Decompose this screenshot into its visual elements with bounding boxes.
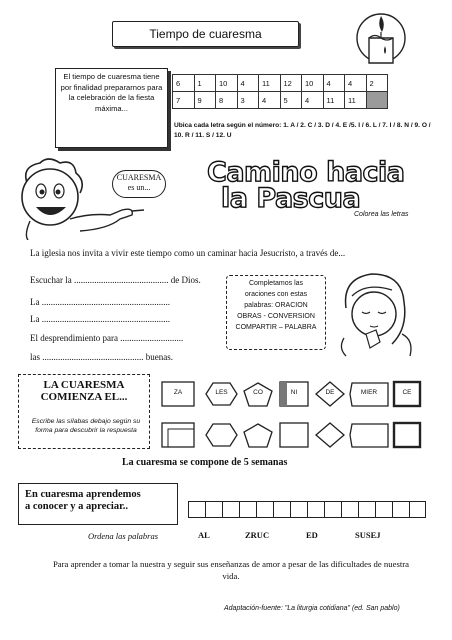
learn-box xyxy=(18,483,178,525)
code-cell[interactable]: 6 xyxy=(173,75,195,92)
scrambled-word: SUSEJ xyxy=(355,530,381,540)
bubble-subtitle: es un... xyxy=(127,183,151,192)
code-cell[interactable]: 4 xyxy=(323,75,345,92)
lent-instruction: Escribe las sílabas debajo según su forma para descubrir la respuesta xyxy=(31,418,141,434)
intro-box: El tiempo de cuaresma tiene por finalidad prepararnos para la celebración de la fiesta máxima... xyxy=(55,68,168,148)
lent-begins-box xyxy=(18,374,150,449)
syllable-label: DE xyxy=(325,389,335,396)
code-cell[interactable]: 4 xyxy=(237,75,259,92)
code-cell-shaded xyxy=(366,92,388,109)
word-bank-line: oraciones con estas xyxy=(244,291,308,298)
lent-title-line-2: COMIENZA EL... xyxy=(40,391,128,403)
candle-icon xyxy=(355,8,407,68)
code-cell[interactable]: 4 xyxy=(345,75,367,92)
code-row-2 xyxy=(173,92,388,109)
fill-line-2[interactable]: La ......................................................... xyxy=(30,297,170,307)
code-cell[interactable]: 11 xyxy=(323,92,345,109)
lent-title xyxy=(19,379,149,403)
code-cell[interactable]: 9 xyxy=(194,92,216,109)
source-footer: Adaptación-fuente: "La liturgia cotidiana" (ed. San pablo) xyxy=(224,605,400,612)
word-bank-line: Completamos las xyxy=(248,280,304,287)
intro-sentence: La iglesia nos invita a vivir este tiempo como un caminar hacia Jesucristo, a través de... xyxy=(30,248,346,258)
title-line-1: Camino hacia xyxy=(207,157,405,188)
code-cell[interactable]: 1 xyxy=(194,75,216,92)
code-row-1 xyxy=(173,75,388,92)
bubble-title: CUARESMA xyxy=(116,173,162,182)
closing-text: Para aprender a tomar la nuestra y seguir sus enseñanzas de amor a pesar de las dificultades de nuestra vida. xyxy=(52,559,410,581)
syllable-label: LES xyxy=(215,389,228,396)
fill-line-5[interactable]: las ............................................. buenas. xyxy=(30,352,173,362)
scrambled-word: AL xyxy=(198,530,210,540)
fill-line-3[interactable]: La ......................................................... xyxy=(30,314,170,324)
title-line-2: la Pascua xyxy=(221,183,361,214)
word-bank-line: COMPARTIR – PALABRA xyxy=(235,324,317,331)
code-cell[interactable]: 7 xyxy=(173,92,195,109)
word-bank-line: palabras: ORACION xyxy=(244,302,308,309)
learn-line-1: En cuaresma aprendemos xyxy=(25,489,141,500)
letter-code-grid xyxy=(172,74,388,109)
fill-line-4[interactable]: El desprendimiento para ............................ xyxy=(30,333,184,343)
code-legend: Ubica cada letra según el número: 1. A / 2. C / 3. D / 4. E /5. I / 6. L / 7. I / 8. N / 9. O / 10. R / 11. S / 12. U xyxy=(174,122,431,139)
code-cell[interactable]: 11 xyxy=(259,75,281,92)
syllable-label: CO xyxy=(253,389,263,396)
syllable-label: MIER xyxy=(360,389,378,396)
answer-shapes[interactable] xyxy=(160,421,422,451)
five-weeks-heading: La cuaresma se compone de 5 semanas xyxy=(122,457,288,468)
lent-title-line-1: LA CUARESMA xyxy=(43,379,125,391)
code-cell[interactable]: 10 xyxy=(302,75,324,92)
syllable-label: ZA xyxy=(173,389,183,396)
code-cell[interactable]: 11 xyxy=(345,92,367,109)
word-bank xyxy=(226,275,326,350)
code-cell[interactable]: 10 xyxy=(216,75,238,92)
color-instruction: Colorea las letras xyxy=(354,211,409,218)
learn-line-2: a conocer y a apreciar.. xyxy=(25,501,129,512)
scrambled-word: ZRUC xyxy=(245,530,270,540)
code-cell[interactable]: 5 xyxy=(280,92,302,109)
outlined-title xyxy=(207,157,405,214)
syllable-label: CE xyxy=(402,389,412,396)
syllable-label: NI xyxy=(290,389,298,396)
word-bank-line: OBRAS - CONVERSION xyxy=(237,313,315,320)
answer-letter-slots[interactable] xyxy=(188,501,426,518)
code-cell[interactable]: 2 xyxy=(366,75,388,92)
code-cell[interactable]: 3 xyxy=(237,92,259,109)
code-cell[interactable]: 12 xyxy=(280,75,302,92)
code-cell[interactable]: 8 xyxy=(216,92,238,109)
scrambled-word: ED xyxy=(306,530,318,540)
speech-bubble xyxy=(112,170,166,198)
code-cell[interactable]: 4 xyxy=(259,92,281,109)
praying-girl-icon xyxy=(332,268,422,358)
order-instruction: Ordena las palabras xyxy=(88,531,159,541)
page-title: Tiempo de cuaresma xyxy=(112,21,299,47)
fill-line-1[interactable]: Escuchar la .......................................... de Dios. xyxy=(30,275,201,285)
code-cell[interactable]: 4 xyxy=(302,92,324,109)
